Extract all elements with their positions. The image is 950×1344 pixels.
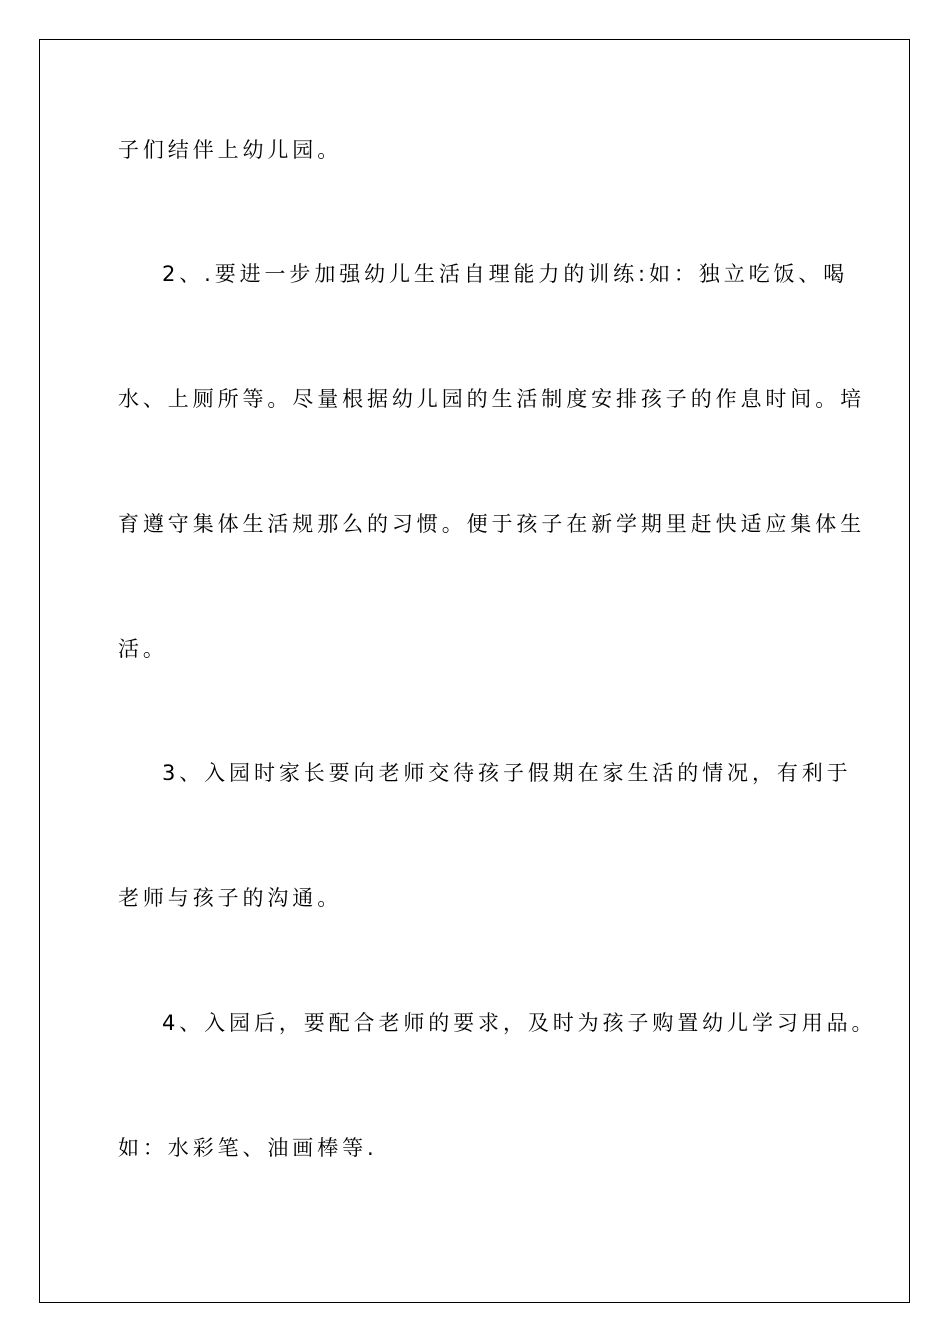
- text-line: 如：水彩笔、油画棒等.: [118, 1136, 378, 1160]
- text-line: 子们结伴上幼儿园。: [118, 138, 343, 162]
- text-line: 老师与孩子的沟通。: [118, 886, 343, 910]
- text-line: 3、入园时家长要向老师交待孩子假期在家生活的情况，有利于: [162, 761, 852, 785]
- text-line: 2、.要进一步加强幼儿生活自理能力的训练:如：独立吃饭、喝: [162, 262, 849, 286]
- text-line: 4、入园后，要配合老师的要求，及时为孩子购置幼儿学习用品。: [162, 1011, 877, 1035]
- page-frame: [39, 39, 910, 1303]
- text-line: 水、上厕所等。尽量根据幼儿园的生活制度安排孩子的作息时间。培: [118, 387, 865, 411]
- text-line: 活。: [118, 637, 168, 661]
- text-line: 育遵守集体生活规那么的习惯。便于孩子在新学期里赶快适应集体生: [118, 512, 865, 536]
